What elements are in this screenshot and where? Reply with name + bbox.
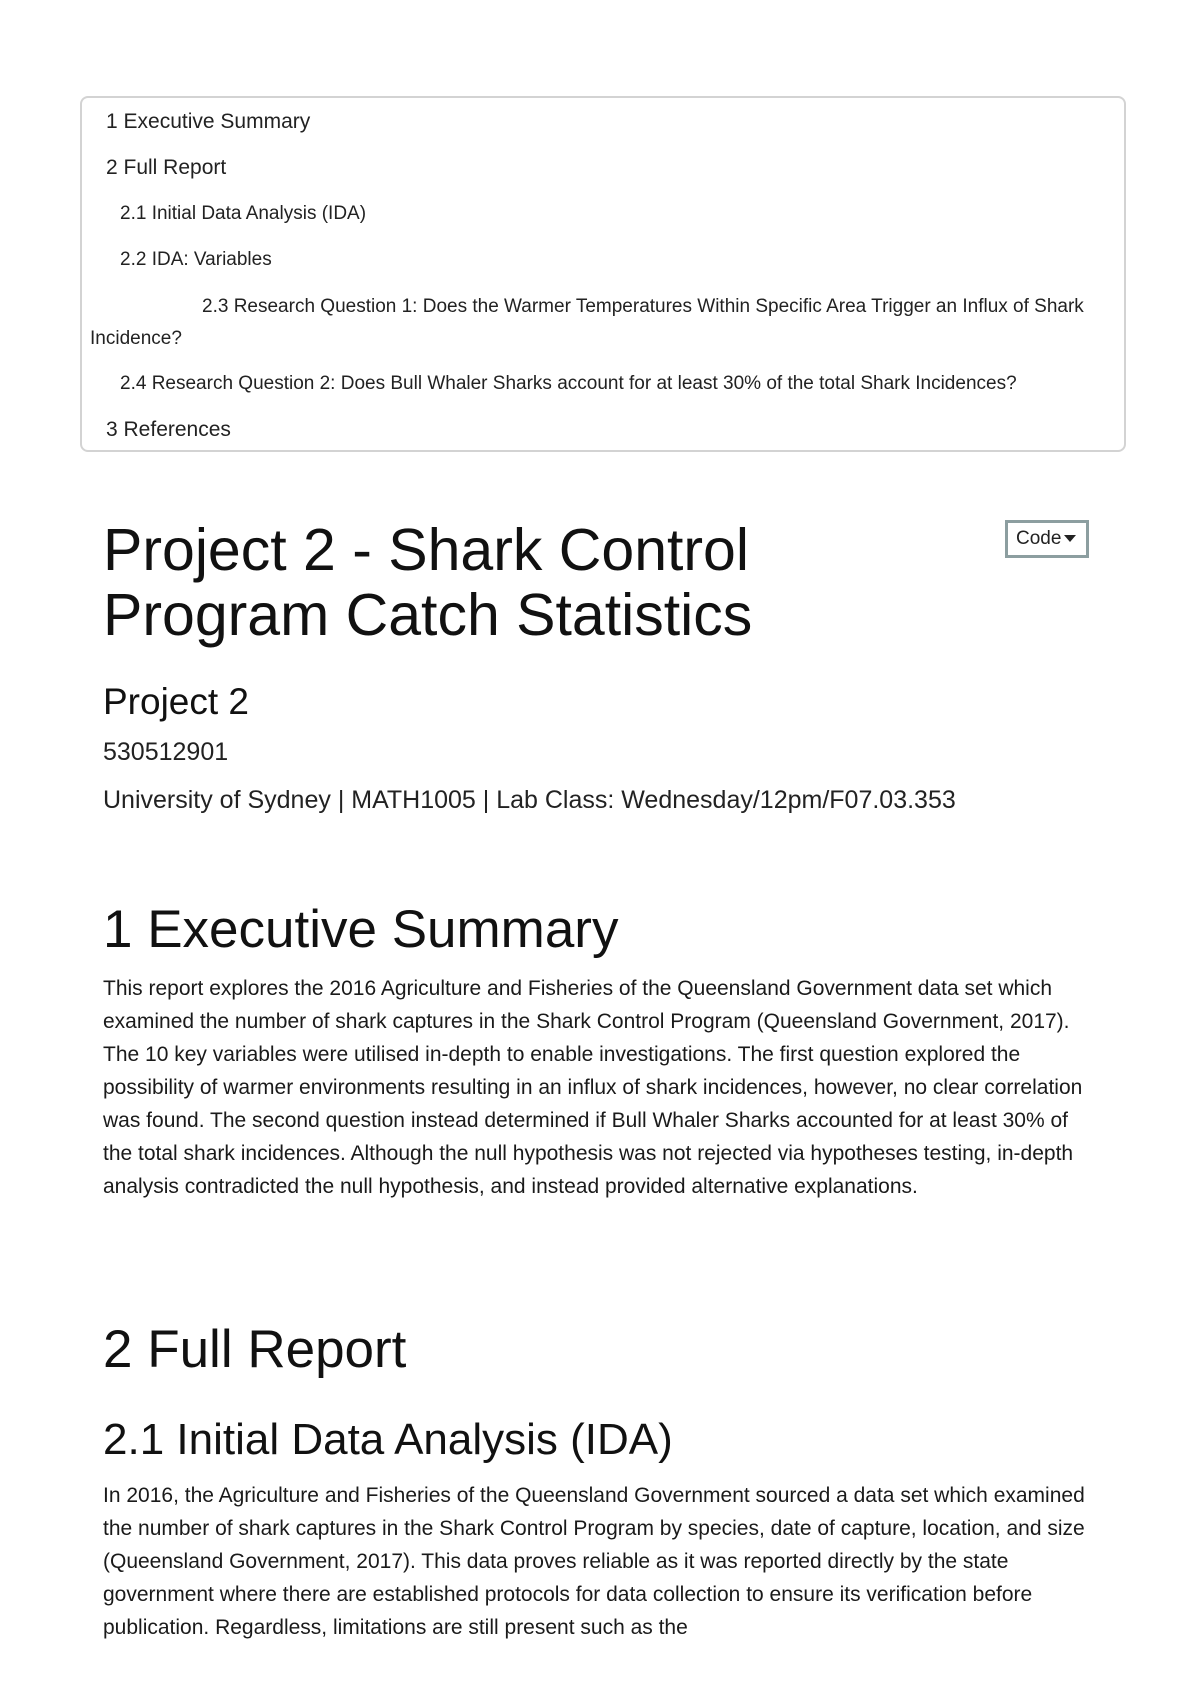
caret-down-icon xyxy=(1064,535,1076,542)
toc-item-research-question-2[interactable]: 2.4 Research Question 2: Does Bull Whaler Sharks account for at least 30% of the total Shark Incidences? xyxy=(120,373,1017,394)
toc-item-initial-data-analysis[interactable]: 2.1 Initial Data Analysis (IDA) xyxy=(120,203,367,224)
course-info: University of Sydney | MATH1005 | Lab Class: Wednesday/12pm/F07.03.353 xyxy=(103,786,956,814)
code-button-label: Code xyxy=(1016,528,1062,549)
executive-summary-text: This report explores the 2016 Agriculture and Fisheries of the Queensland Government data set which examined the number of shark captures in the Shark Control Program (Queensland Government, 2017). The 10 key variables were utilised in-depth to enable investigations. The first question explored the possibility of warmer environments resulting in an influx of shark incidences, however, no clear correlation was found. The second question instead determined if Bull Whaler Sharks accounted for at least 30% of the total shark incidences. Although the null hypothesis was not rejected via hypotheses testing, in-depth analysis contradicted the null hypothesis, and instead provided alternative explanations. xyxy=(103,977,1083,1198)
page-title: Project 2 - Shark Control Program Catch Statistics xyxy=(103,517,753,648)
toc-item-ida-variables[interactable]: 2.2 IDA: Variables xyxy=(120,249,272,270)
heading-initial-data-analysis: 2.1 Initial Data Analysis (IDA) xyxy=(103,1415,673,1464)
code-dropdown-button[interactable] xyxy=(1005,520,1089,558)
ida-text: In 2016, the Agriculture and Fisheries of the Queensland Government sourced a data set which examined the number of shark captures in the Shark Control Program by species, date of capture, location, and size (Queensland Government, 2017). This data proves reliable as it was reported directly by the state government where there are established protocols for data collection to ensure its verification before publication. Regardless, limitations are still present such as the xyxy=(103,1484,1085,1639)
student-id: 530512901 xyxy=(103,738,229,766)
toc-item-full-report[interactable]: 2 Full Report xyxy=(106,156,227,179)
toc-item-research-question-1[interactable]: 2.3 Research Question 1: Does the Warmer Temperatures Within Specific Area Trigger an Influx of Shark Incidence? xyxy=(90,296,1084,349)
toc-item-executive-summary[interactable]: 1 Executive Summary xyxy=(106,110,311,133)
heading-full-report: 2 Full Report xyxy=(103,1320,407,1379)
page-subtitle: Project 2 xyxy=(103,681,250,722)
toc-item-references[interactable]: 3 References xyxy=(106,418,231,441)
table-of-contents xyxy=(80,96,1126,452)
heading-executive-summary: 1 Executive Summary xyxy=(103,900,619,959)
